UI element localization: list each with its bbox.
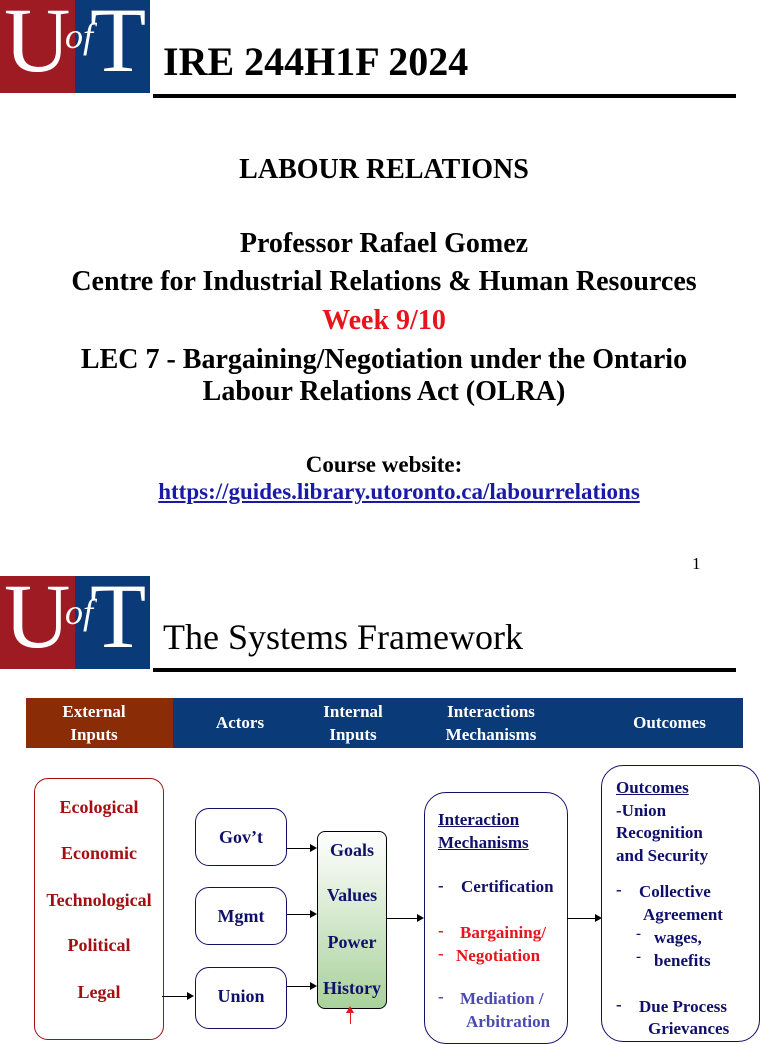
logo-letter-of: of [65, 16, 94, 56]
arrow-interaction-to-outcomes [567, 918, 595, 919]
arrow-internal-to-interaction [387, 918, 417, 919]
external-input-legal: Legal [77, 982, 121, 1002]
framework-header-band [26, 698, 743, 748]
interaction-title: Interaction Mechanisms [438, 810, 529, 852]
logo-letter-of: of [65, 592, 94, 632]
header-external-inputs: External Inputs [62, 702, 126, 744]
slide-title: The Systems Framework [163, 617, 523, 657]
interaction-certification: Certification [461, 877, 554, 896]
outcome-grievances: Grievances [648, 1019, 730, 1038]
website-link[interactable]: https://guides.library.utoronto.ca/labourrelations [158, 479, 640, 504]
outcome-dash-1: - [616, 880, 622, 899]
arrow-external-to-union [162, 996, 187, 997]
actor-govt: Gov’t [219, 827, 263, 847]
page-number: 1 [692, 554, 701, 573]
external-input-technological: Technological [46, 890, 152, 910]
interaction-dash-4: - [438, 987, 444, 1006]
header-outcomes: Outcomes [633, 713, 706, 732]
title-rule [153, 668, 736, 672]
interaction-dash-2: - [438, 921, 444, 940]
outcome-dash-2: - [616, 995, 622, 1014]
interaction-bargaining: Bargaining/ [460, 923, 546, 942]
header-internal-inputs: Internal Inputs [323, 702, 383, 744]
lecture-title-line2: Labour Relations Act (OLRA) [202, 376, 566, 407]
external-input-economic: Economic [61, 843, 137, 863]
interaction-dash-3: - [438, 944, 444, 963]
internal-input-history: History [323, 978, 381, 998]
logo-letter-t: T [90, 565, 147, 667]
header-interactions-mechanisms: Interactions Mechanisms [445, 702, 537, 744]
internal-input-goals: Goals [329, 840, 374, 860]
logo-letter-u: U [4, 565, 71, 667]
interaction-negotiation: Negotiation [456, 946, 541, 965]
course-title: IRE 244H1F 2024 [163, 39, 469, 84]
actor-union: Union [217, 986, 265, 1006]
arrow-govt-to-internal [287, 848, 310, 849]
centre-name: Centre for Industrial Relations & Human Resources [71, 266, 697, 297]
arrow-union-to-internal [287, 986, 310, 987]
week-label: Week 9/10 [322, 305, 446, 336]
actor-mgmt: Mgmt [217, 906, 265, 926]
outcome-collective: Collective [639, 882, 711, 901]
outcome-agreement: Agreement [643, 905, 723, 924]
course-subtitle: LABOUR RELATIONS [239, 154, 529, 185]
internal-input-power: Power [327, 932, 377, 952]
external-input-ecological: Ecological [59, 797, 139, 817]
external-input-political: Political [67, 935, 131, 955]
arrow-mgmt-to-internal [287, 914, 310, 915]
uoft-logo [0, 565, 150, 669]
outcome-wages: wages, [654, 928, 702, 947]
website-label: Course website: [305, 452, 463, 477]
lecture-title-line1: LEC 7 - Bargaining/Negotiation under the Ontario [80, 344, 688, 375]
title-rule [153, 94, 736, 98]
header-actors: Actors [215, 713, 265, 732]
outcome-benefits: benefits [654, 951, 711, 970]
logo-letter-t: T [90, 0, 147, 91]
outcome-sub-dash-1: - [636, 926, 641, 942]
feedback-arrow [350, 1012, 351, 1024]
professor-name: Professor Rafael Gomez [239, 228, 529, 259]
logo-letter-u: U [4, 0, 71, 91]
interaction-mediation: Mediation / [460, 989, 544, 1008]
outcome-sub-dash-2: - [636, 949, 641, 965]
interaction-arbitration: Arbitration [466, 1012, 551, 1031]
outcomes-header: Outcomes -Union Recognition and Security [616, 778, 709, 865]
internal-input-values: Values [326, 885, 378, 905]
uoft-logo [0, 0, 150, 93]
interaction-dash-1: - [438, 876, 444, 895]
outcome-due-process: Due Process [639, 997, 727, 1016]
